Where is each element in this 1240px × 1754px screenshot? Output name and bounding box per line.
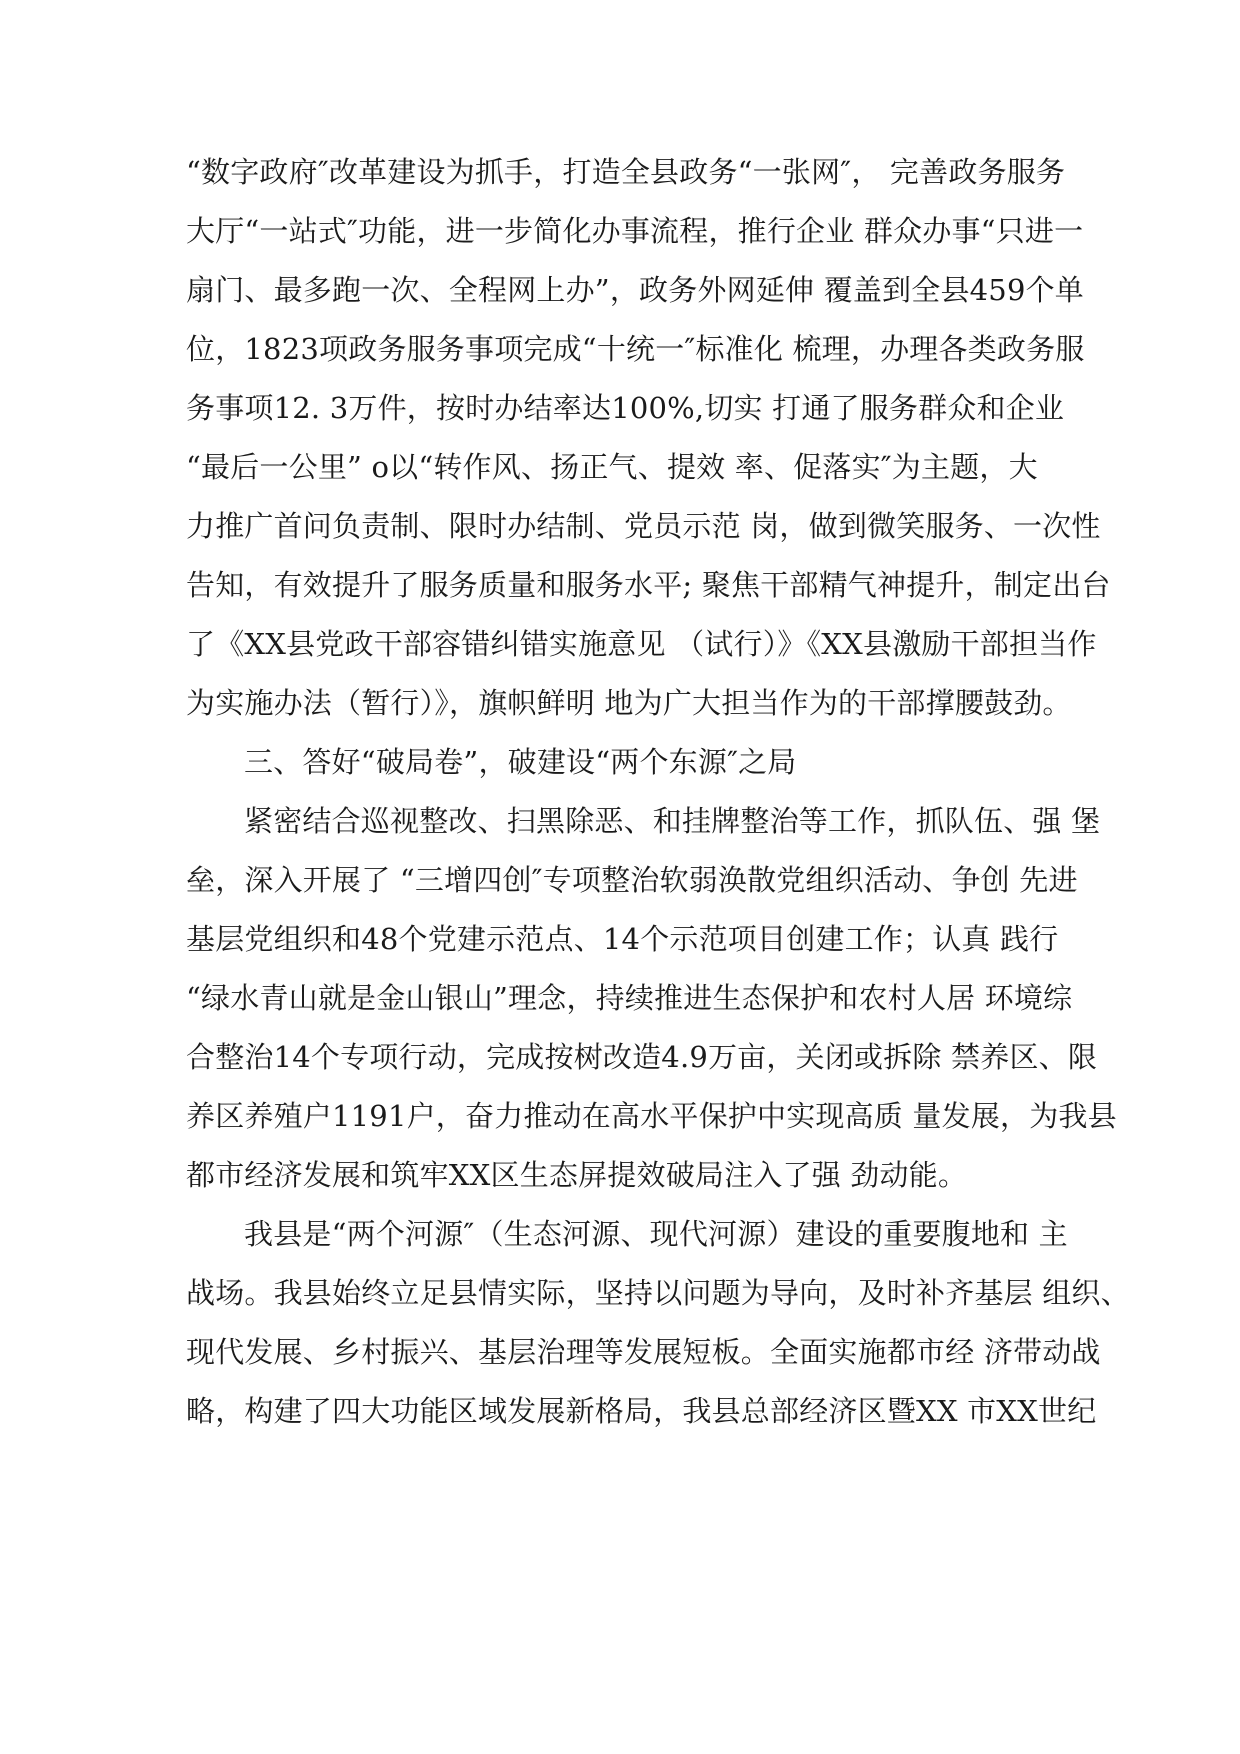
- body-text-line: 扇门、最多跑一次、全程网上办”，政务外网延伸 覆盖到全县459个单: [186, 273, 1084, 307]
- body-text-line: 告知，有效提升了服务质量和服务水平; 聚焦干部精气神提升，制定出台: [186, 568, 1111, 602]
- body-text-line: 现代发展、乡村振兴、基层治理等发展短板。全面实施都市经 济带动战: [186, 1335, 1101, 1369]
- body-text-line: 合整治14个专项行动，完成按树改造4.9万亩，关闭或拆除 禁养区、限: [186, 1040, 1098, 1074]
- body-text-line: 务事项12. 3万件，按时办结率达100%,切实 打通了服务群众和企业: [186, 391, 1065, 425]
- body-text-line: “最后一公里” o以“转作风、扬正气、提效 率、促落实″为主题，大: [186, 450, 1038, 484]
- body-text-line: 紧密结合巡视整改、扫黑除恶、和挂牌整治等工作，抓队伍、强 堡: [244, 804, 1101, 838]
- body-text-line: 了《XX县党政干部容错纠错实施意见 （试行）》《XX县激励干部担当作: [186, 627, 1097, 661]
- body-text-line: “绿水青山就是金山银山”理念，持续推进生态保护和农村人居 环境综: [186, 981, 1073, 1015]
- body-text-line: 力推广首问负责制、限时办结制、党员示范 岗，做到微笑服务、一次性: [186, 509, 1101, 543]
- section-heading: 三、答好“破局卷”，破建设“两个东源″之局: [244, 745, 797, 779]
- body-text-line: 都市经济发展和筑牢XX区生态屏提效破局注入了强 劲动能。: [186, 1158, 968, 1192]
- body-text-line: 基层党组织和48个党建示范点、14个示范项目创建工作；认真 践行: [186, 922, 1059, 956]
- body-text-line: 养区养殖户1191户，奋力推动在高水平保护中实现高质 量发展，为我县: [186, 1099, 1117, 1133]
- body-text-line: 略，构建了四大功能区域发展新格局，我县总部经济区暨XX 市XX世纪: [186, 1394, 1097, 1428]
- body-text-line: 大厅“一站式″功能，进一步简化办事流程，推行企业 群众办事“只进一: [186, 214, 1084, 248]
- body-text-line: 战场。我县始终立足县情实际，坚持以问题为导向，及时补齐基层 组织、: [186, 1276, 1130, 1310]
- body-text-line: 位，1823项政务服务事项完成“十统一″标准化 梳理，办理各类政务服: [186, 332, 1085, 366]
- body-text-line: 为实施办法（暂行）》，旗帜鲜明 地为广大担当作为的干部撑腰鼓劲。: [186, 686, 1072, 720]
- body-text-line: 我县是“两个河源″（生态河源、现代河源）建设的重要腹地和 主: [244, 1217, 1068, 1251]
- body-text-line: “数字政府″改革建设为抓手，打造全县政务“一张网″， 完善政务服务: [186, 155, 1066, 189]
- body-text-line: 垒，深入开展了 “三增四创″专项整治软弱涣散党组织活动、争创 先进: [186, 863, 1078, 897]
